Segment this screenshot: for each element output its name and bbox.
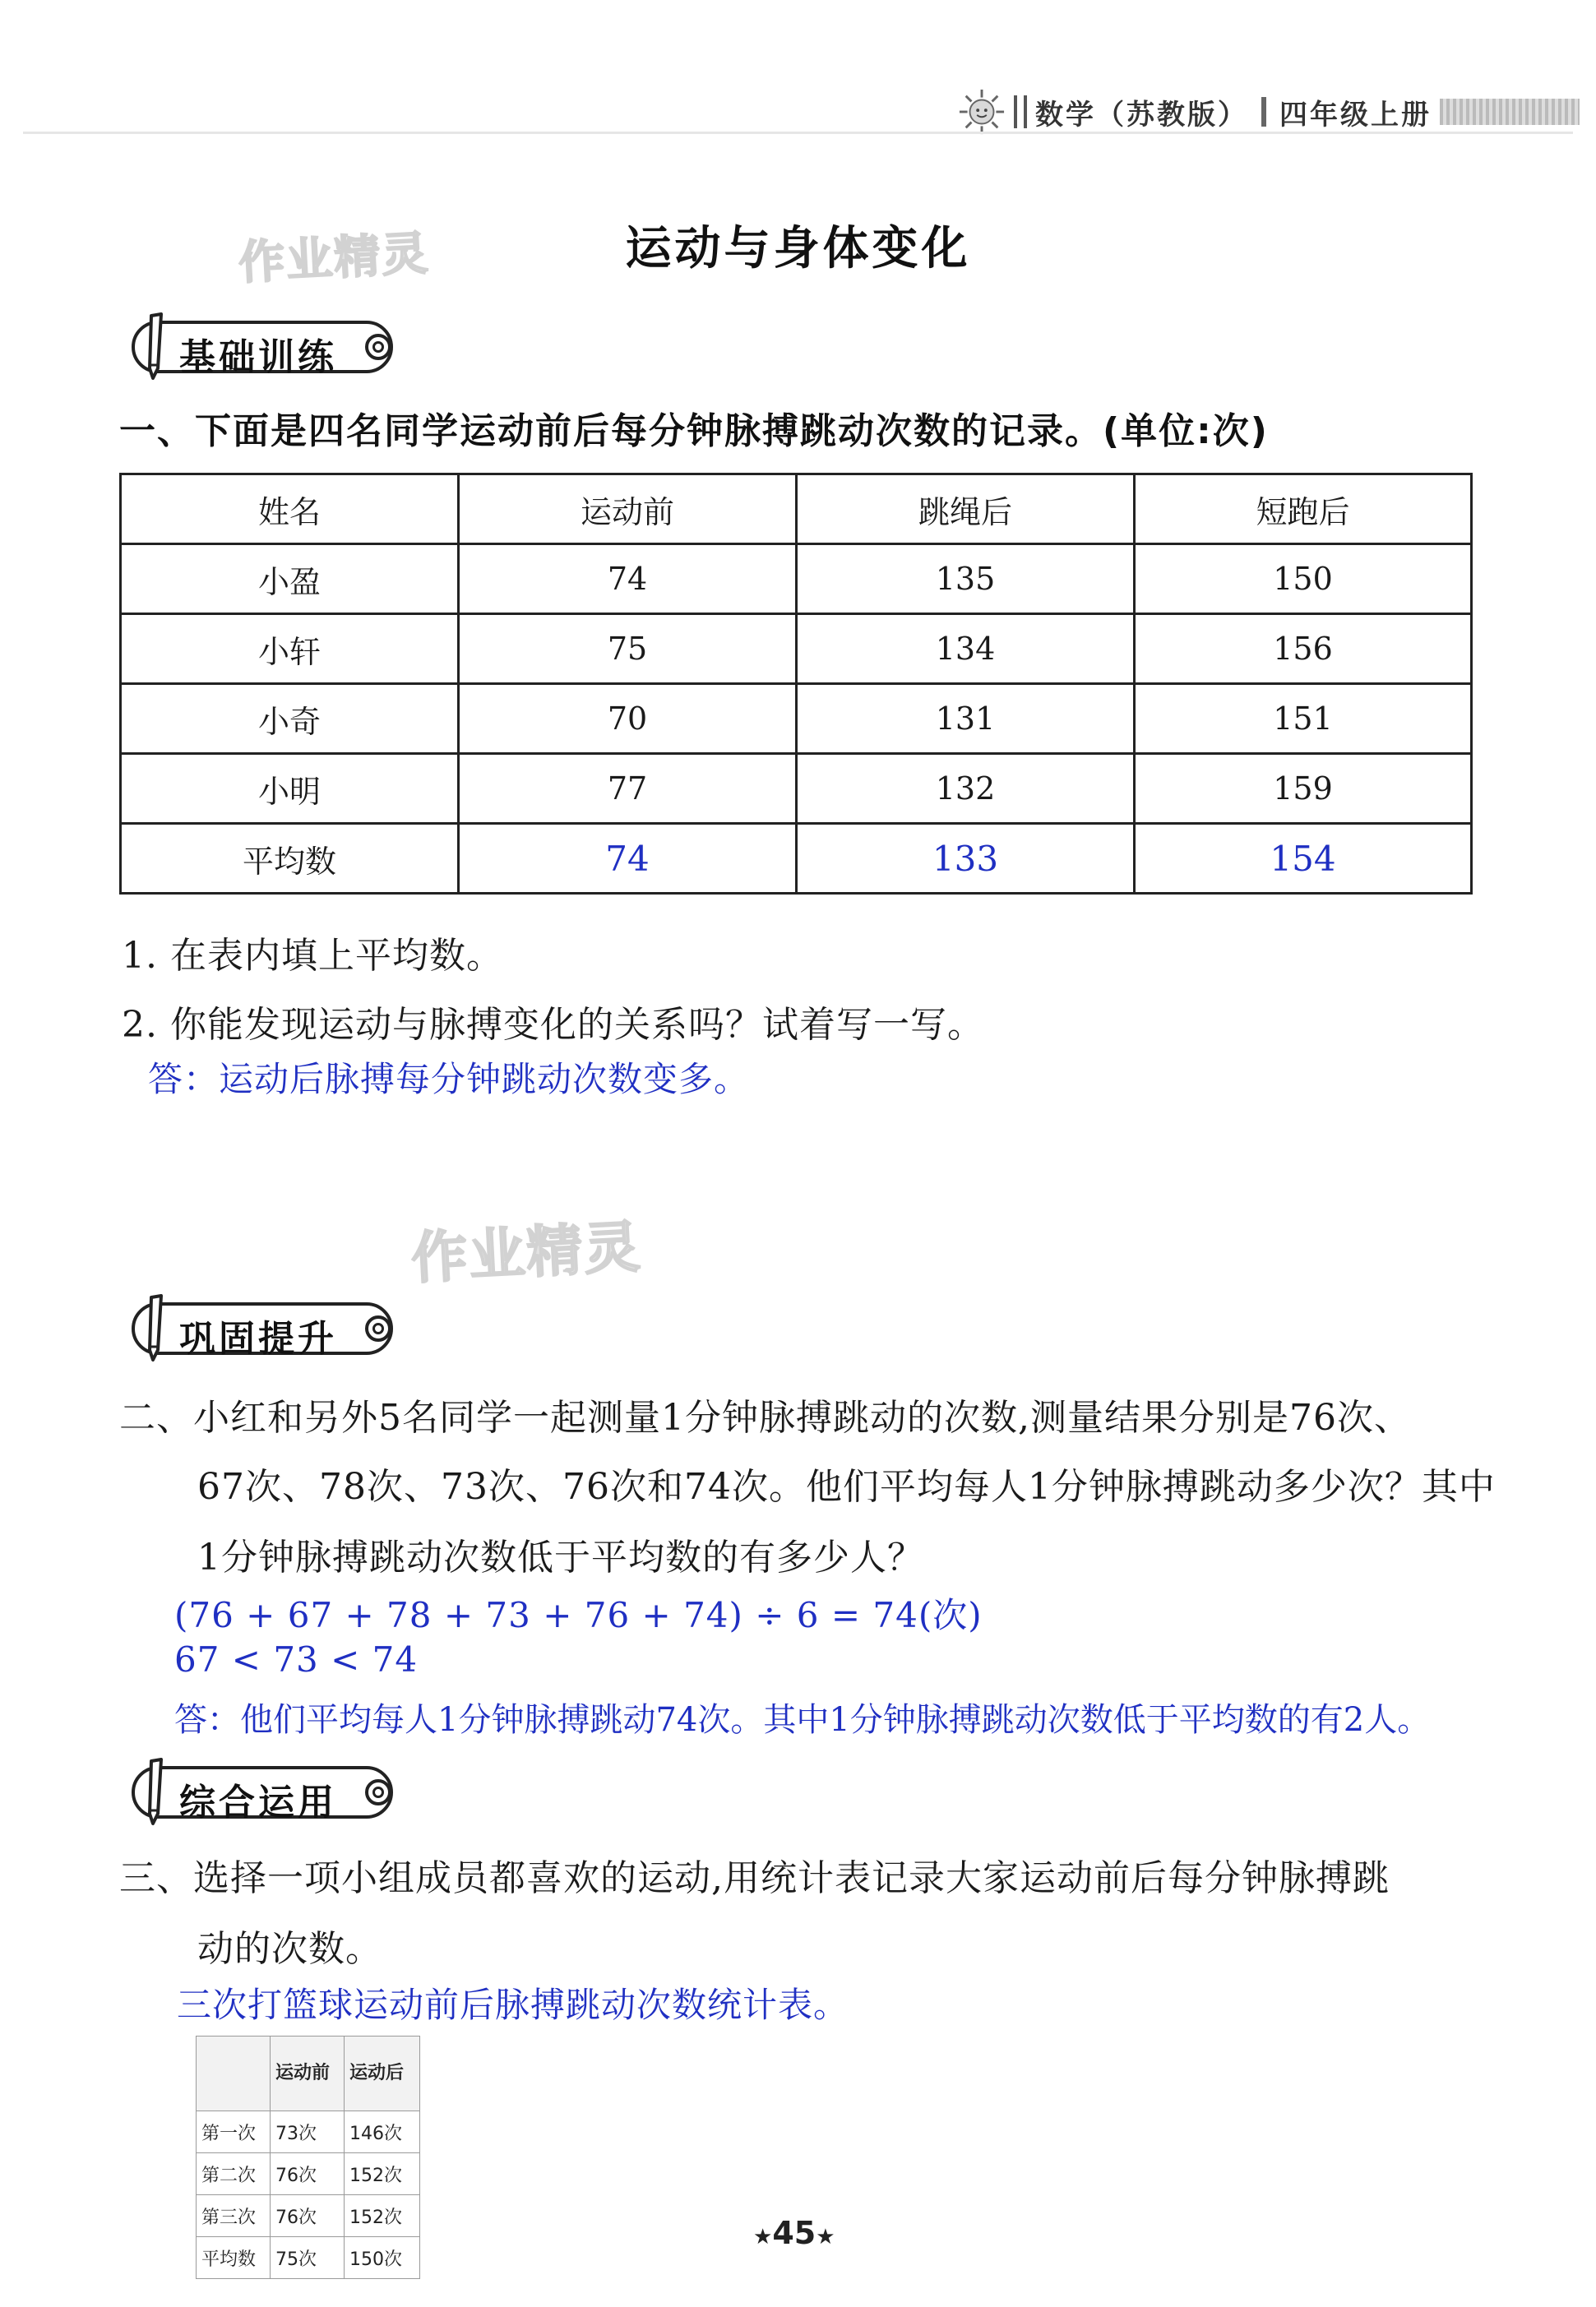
table-header-cell	[197, 2037, 271, 2111]
page-number-value: 45	[772, 2215, 817, 2251]
table-cell: 159	[1135, 754, 1472, 824]
question-1-prompt: 一、下面是四名同学运动前后每分钟脉搏跳动次数的记录。(单位:次)	[119, 410, 1269, 452]
watermark: 作业精灵	[409, 1214, 644, 1292]
table-cell: 小盈	[121, 544, 459, 614]
table-cell: 150	[1135, 544, 1472, 614]
ring-icon	[365, 334, 391, 360]
table-row	[197, 2111, 420, 2153]
question-2-work-1: (76 + 67 + 78 + 73 + 76 + 74) ÷ 6 = 74(次)	[174, 1595, 983, 1635]
table-cell: 131	[797, 684, 1135, 754]
question-3-answer-title: 三次打篮球运动前后脉搏跳动次数统计表。	[177, 1985, 849, 2025]
pencil-icon	[140, 1756, 173, 1827]
pulse-table	[119, 473, 1473, 895]
header-bars	[1014, 95, 1027, 128]
table-row	[121, 614, 1472, 684]
table-cell: 70	[459, 684, 797, 754]
ring-icon	[365, 1779, 391, 1805]
question-3-line-1: 三、选择一项小组成员都喜欢的运动,用统计表记录大家运动前后每分钟脉搏跳	[119, 1857, 1390, 1899]
star-icon: ★	[753, 2225, 773, 2249]
table-cell: 75	[459, 614, 797, 684]
book-title: 数学（苏教版）	[1035, 98, 1248, 132]
question-2-line-3: 1分钟脉搏跳动次数低于平均数的有多少人？	[197, 1537, 924, 1579]
table-cell: 小奇	[121, 684, 459, 754]
average-value: 74	[459, 824, 797, 894]
table-row	[197, 2195, 420, 2237]
table-cell: 74	[459, 544, 797, 614]
average-label: 平均数	[121, 824, 459, 894]
section-badge-basic	[115, 311, 403, 381]
table-cell: 151	[1135, 684, 1472, 754]
table-cell: 第二次	[197, 2153, 271, 2195]
page-title: 运动与身体变化	[625, 222, 971, 275]
header-rule	[23, 132, 1573, 134]
section-label: 巩固提升	[179, 1318, 337, 1360]
question-2-work-2: 67 < 73 < 74	[174, 1639, 419, 1680]
table-cell: 77	[459, 754, 797, 824]
watermark: 作业精灵	[237, 226, 431, 291]
table-header-cell: 运动后	[345, 2037, 420, 2111]
table-row	[197, 2237, 420, 2279]
table-cell: 75次	[271, 2237, 345, 2279]
table-cell: 146次	[345, 2111, 420, 2153]
table-cell: 76次	[271, 2153, 345, 2195]
table-cell: 第一次	[197, 2111, 271, 2153]
table-cell: 152次	[345, 2195, 420, 2237]
page-number	[753, 2215, 835, 2251]
grade-label: 四年级上册	[1279, 98, 1432, 132]
basketball-pulse-table	[196, 2036, 420, 2279]
section-badge-consolidate	[115, 1292, 403, 1363]
header-divider	[1261, 97, 1266, 127]
question-1-sub-1: 1. 在表内填上平均数。	[122, 935, 503, 977]
table-cell: 76次	[271, 2195, 345, 2237]
section-label: 基础训练	[179, 336, 337, 378]
question-2-line-1: 二、小红和另外5名同学一起测量1分钟脉搏跳动的次数,测量结果分别是76次、	[119, 1397, 1411, 1439]
pencil-icon	[140, 311, 173, 381]
table-header-row	[197, 2037, 420, 2111]
table-average-row	[121, 824, 1472, 894]
sun-icon	[958, 88, 1006, 136]
table-header-cell: 短跑后	[1135, 474, 1472, 544]
section-badge-comprehensive	[115, 1756, 403, 1827]
section-label: 综合运用	[179, 1782, 337, 1824]
table-row	[121, 684, 1472, 754]
table-cell: 平均数	[197, 2237, 271, 2279]
table-cell: 134	[797, 614, 1135, 684]
table-cell: 第三次	[197, 2195, 271, 2237]
pencil-icon	[140, 1292, 173, 1363]
question-2-line-2: 67次、78次、73次、76次和74次。他们平均每人1分钟脉搏跳动多少次？其中	[197, 1466, 1496, 1508]
table-row	[121, 754, 1472, 824]
table-cell: 132	[797, 754, 1135, 824]
table-header-cell: 姓名	[121, 474, 459, 544]
average-value: 154	[1135, 824, 1472, 894]
question-1-answer: 答：运动后脉搏每分钟跳动次数变多。	[148, 1059, 750, 1099]
table-cell: 小轩	[121, 614, 459, 684]
table-header-cell: 运动前	[271, 2037, 345, 2111]
header-stripe	[1440, 99, 1580, 125]
table-cell: 152次	[345, 2153, 420, 2195]
table-cell: 135	[797, 544, 1135, 614]
ring-icon	[365, 1315, 391, 1342]
table-cell: 73次	[271, 2111, 345, 2153]
table-header-row	[121, 474, 1472, 544]
question-3-line-2: 动的次数。	[197, 1928, 382, 1970]
table-cell: 156	[1135, 614, 1472, 684]
average-value: 133	[797, 824, 1135, 894]
table-header-cell: 运动前	[459, 474, 797, 544]
table-cell: 150次	[345, 2237, 420, 2279]
table-row	[197, 2153, 420, 2195]
running-header	[958, 89, 1580, 135]
table-cell: 小明	[121, 754, 459, 824]
question-1-sub-2: 2. 你能发现运动与脉搏变化的关系吗？试着写一写。	[122, 1004, 984, 1046]
question-2-answer: 答：他们平均每人1分钟脉搏跳动74次。其中1分钟脉搏跳动次数低于平均数的有2人。	[174, 1701, 1431, 1739]
star-icon: ★	[816, 2225, 835, 2249]
table-header-cell: 跳绳后	[797, 474, 1135, 544]
table-row	[121, 544, 1472, 614]
